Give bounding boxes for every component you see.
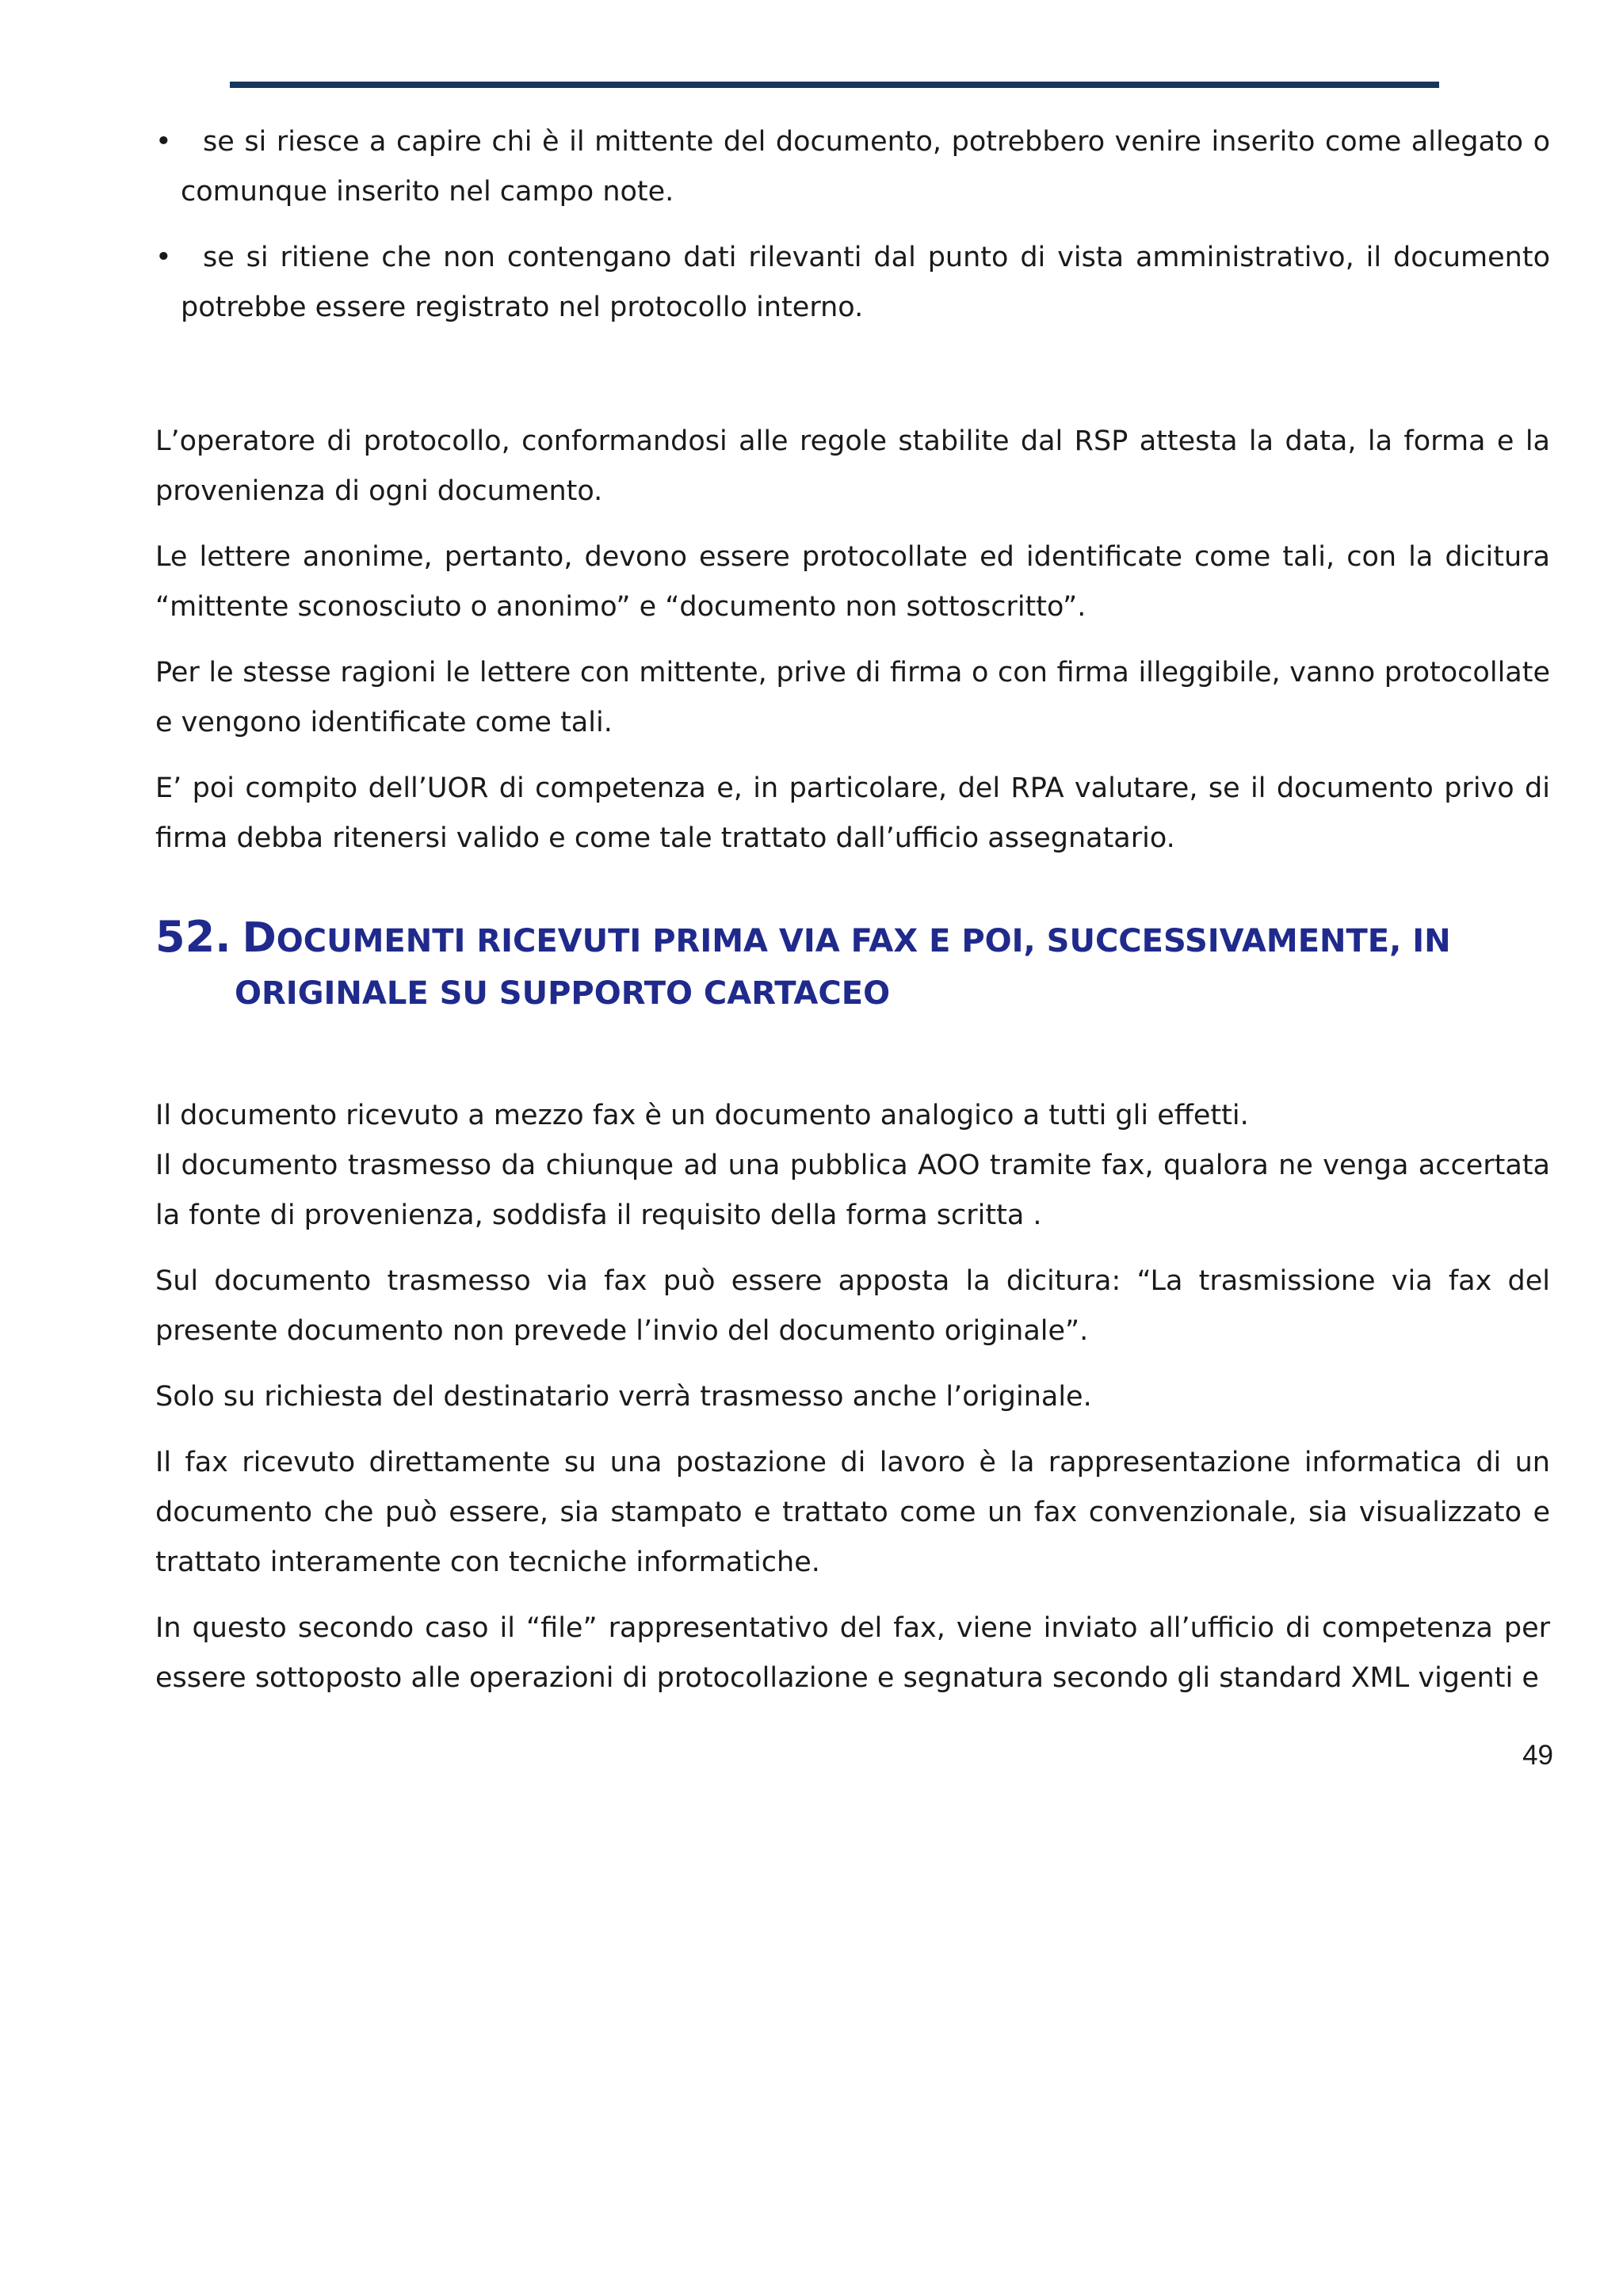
bullet-icon: •	[155, 126, 172, 158]
page-content	[155, 117, 1550, 1719]
heading-line2: ORIGINALE SU SUPPORTO CARTACEO	[235, 975, 891, 1012]
paragraph: Il fax ricevuto direttamente su una postazione di lavoro è la rappresentazione informatica di un documento che può essere, sia stampato e trattato come un fax convenzionale, sia visualizzato e trattato interamente con tecniche informatiche.	[155, 1447, 1550, 1578]
paragraph: L’operatore di protocollo, conformandosi alle regole stabilite dal RSP attesta la data, la forma e la provenienza di ogni documento.	[155, 425, 1550, 507]
paragraph: Il documento ricevuto a mezzo fax è un documento analogico a tutti gli effetti.	[155, 1100, 1249, 1131]
section-number: 52.	[155, 912, 231, 962]
list-item	[155, 233, 1550, 333]
paragraph: Le lettere anonime, pertanto, devono essere protocollate ed identificate come tali, con la dicitura “mittente sconosciuto o anonimo” e “documento non sottoscritto”.	[155, 541, 1550, 623]
list-item	[155, 117, 1550, 217]
paragraph: Solo su richiesta del destinatario verrà trasmesso anche l’originale.	[155, 1381, 1092, 1413]
header-rule	[230, 82, 1439, 88]
section-heading	[155, 911, 1550, 1020]
heading-initial: D	[242, 914, 277, 962]
heading-line1: OCUMENTI RICEVUTI PRIMA VIA FAX E POI, SUCCESSIVAMENTE, IN	[276, 923, 1451, 959]
paragraph: Il documento trasmesso da chiunque ad una pubblica AOO tramite fax, qualora ne venga accertata la fonte di provenienza, soddisfa il requisito della forma scritta .	[155, 1150, 1550, 1231]
bullet-text: se si riesce a capire chi è il mittente del documento, potrebbero venire inserito come allegato o comunque inserito nel campo note.	[181, 126, 1550, 208]
page-number: 49	[1522, 1740, 1553, 1771]
paragraph: E’ poi compito dell’UOR di competenza e, in particolare, del RPA valutare, se il documento privo di firma debba ritenersi valido e come tale trattato dall’ufficio assegnatario.	[155, 772, 1550, 854]
paragraph: Per le stesse ragioni le lettere con mittente, prive di firma o con firma illeggibile, vanno protocollate e vengono identificate come tali.	[155, 657, 1550, 738]
paragraph: In questo secondo caso il “file” rappresentativo del fax, viene inviato all’ufficio di competenza per essere sottoposto alle operazioni di protocollazione e segnatura secondo gli standard XML vigenti e	[155, 1612, 1550, 1694]
bullet-icon: •	[155, 242, 172, 273]
paragraph: Sul documento trasmesso via fax può essere apposta la dicitura: “La trasmissione via fax del presente documento non prevede l’invio del documento originale”.	[155, 1265, 1550, 1347]
spacer	[155, 349, 1550, 417]
bullet-list	[155, 117, 1550, 333]
bullet-text: se si ritiene che non contengano dati rilevanti dal punto di vista amministrativo, il documento potrebbe essere registrato nel protocollo interno.	[181, 242, 1550, 323]
